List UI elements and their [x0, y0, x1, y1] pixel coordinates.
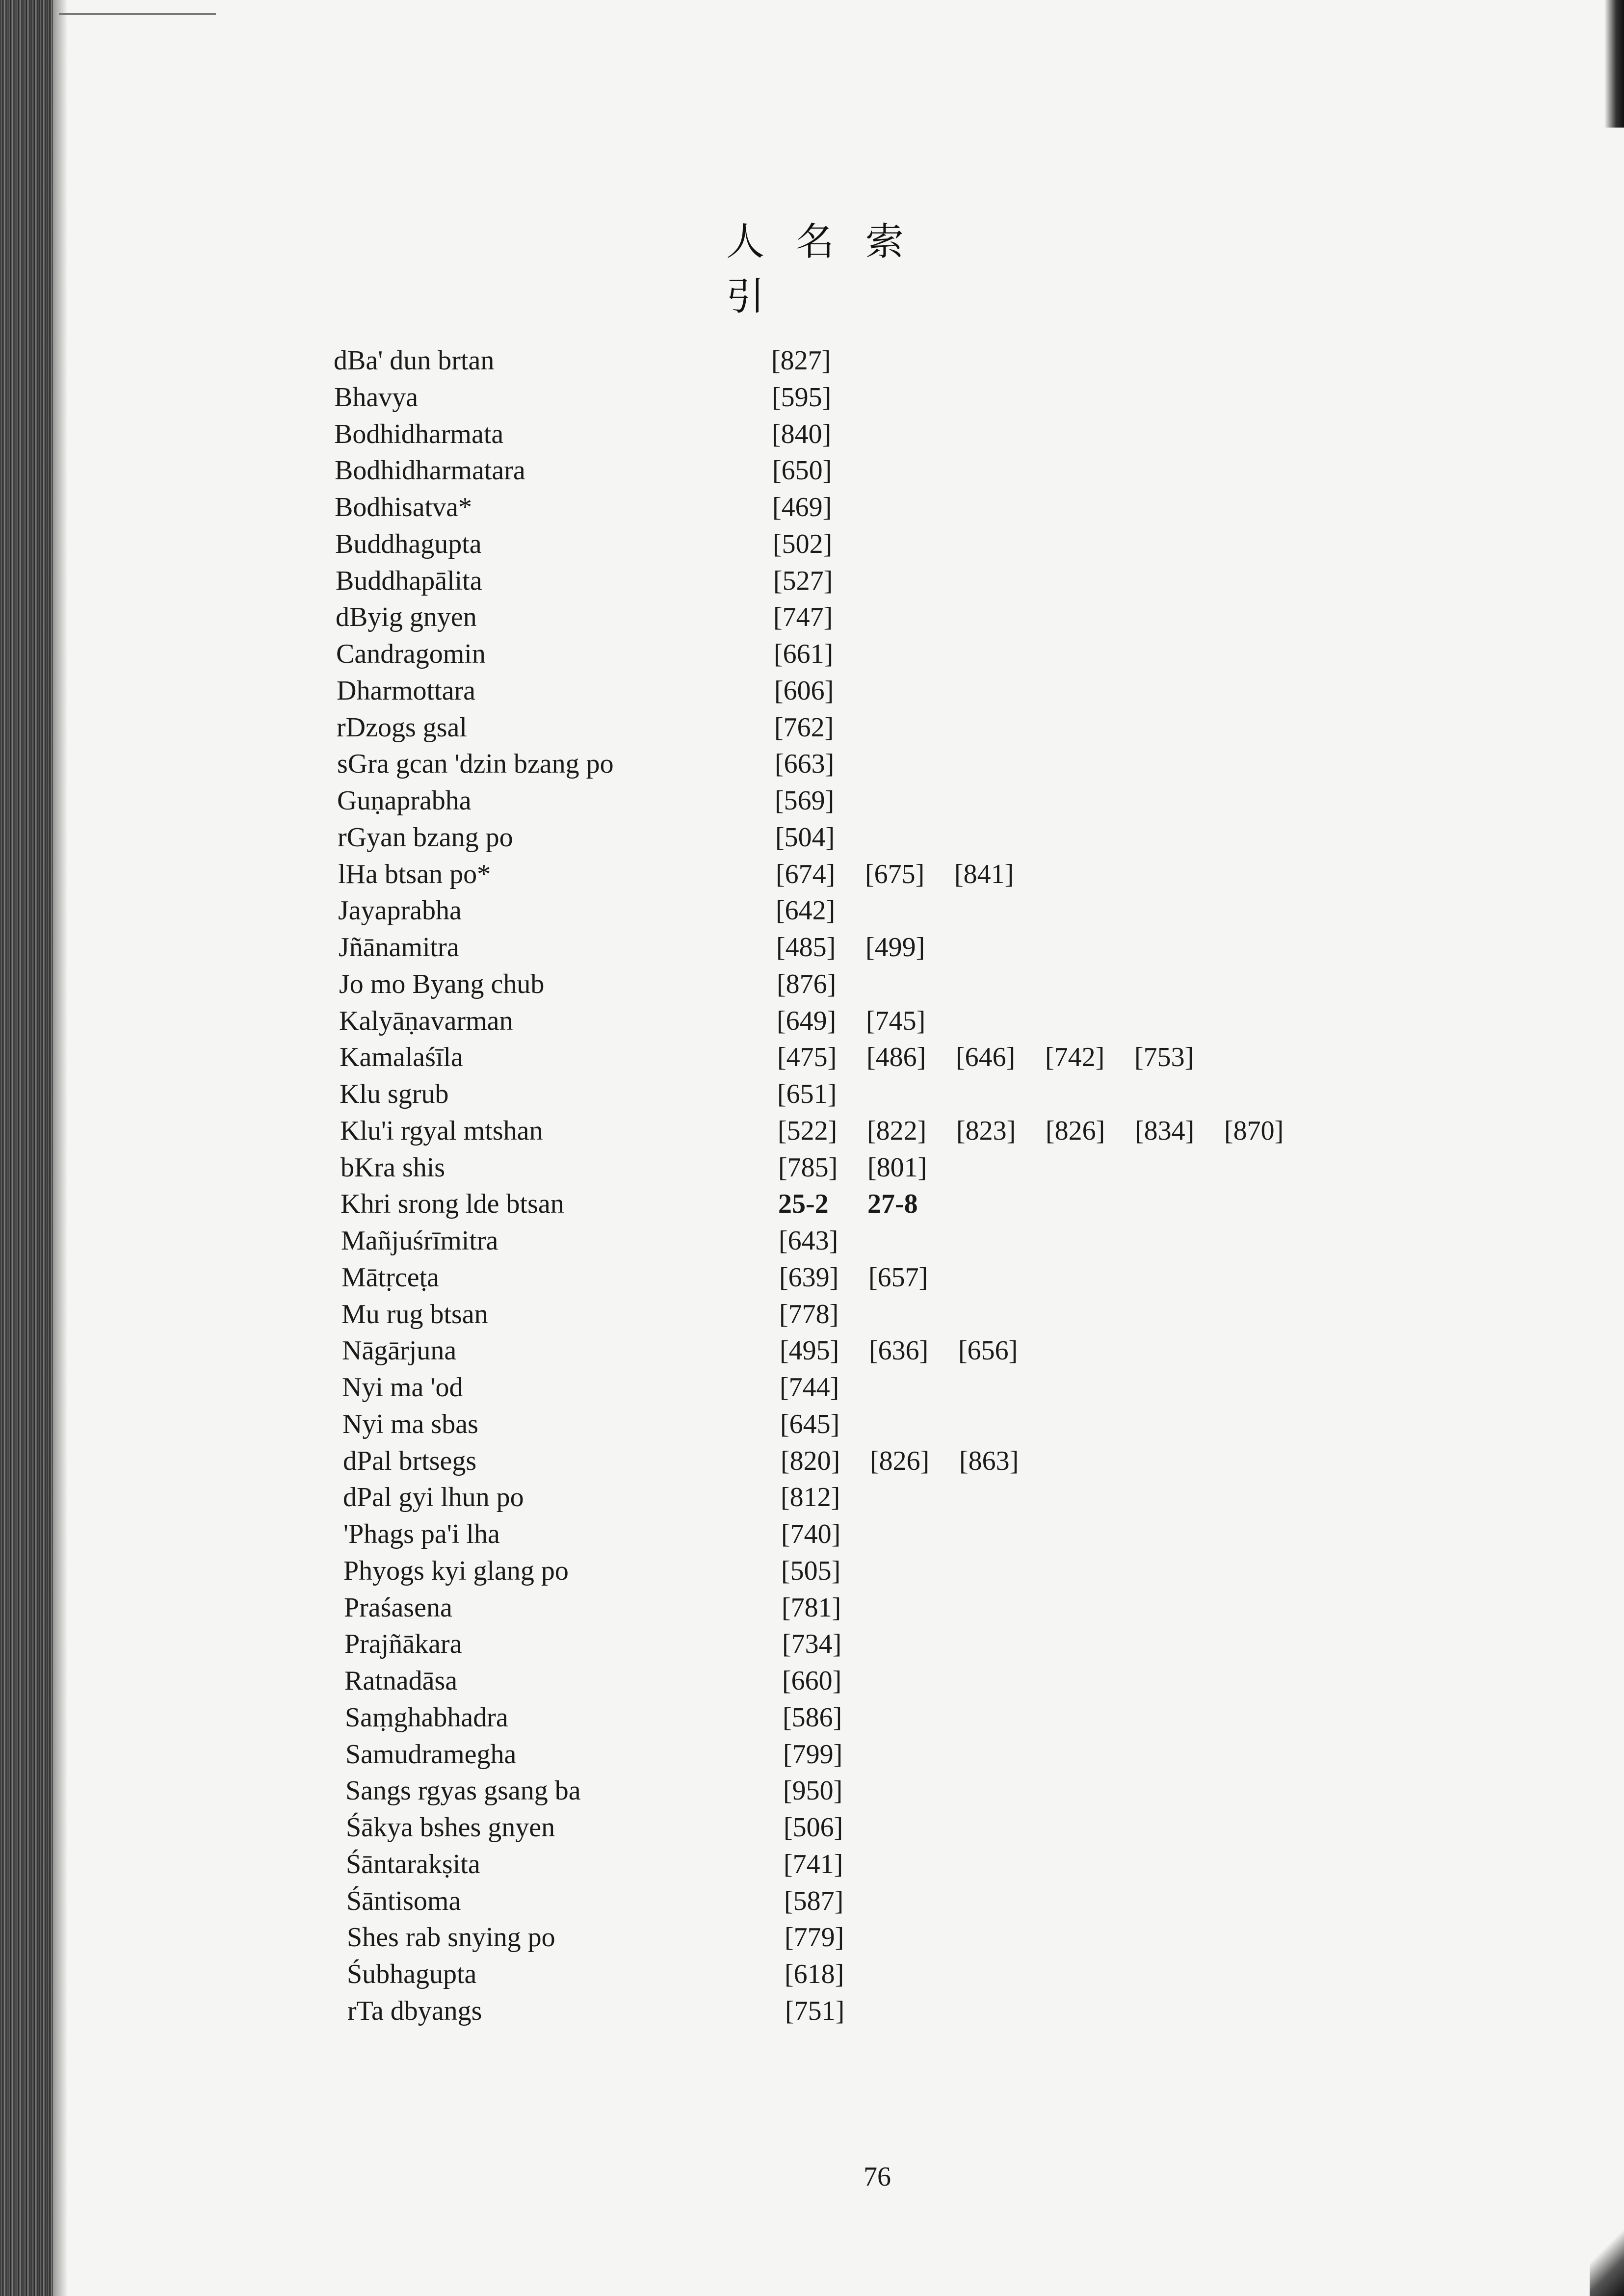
- entry-name: Mātṛceṭa: [341, 1262, 439, 1293]
- entry-name: Jñānamitra: [339, 932, 459, 963]
- entry-reference: [522]: [778, 1116, 838, 1146]
- entry-reference: [827]: [771, 345, 831, 376]
- entry-name: Dharmottara: [337, 676, 475, 706]
- entry-reference: [745]: [866, 1006, 926, 1036]
- entry-name: dPal gyi lhun po: [343, 1482, 524, 1513]
- entry-reference: [569]: [775, 785, 835, 816]
- entry-reference: [822]: [867, 1116, 927, 1146]
- entry-reference: [744]: [780, 1372, 839, 1403]
- entry-name: Nyi ma sbas: [342, 1409, 478, 1439]
- entry-reference: [636]: [869, 1335, 929, 1366]
- entry-name: Nyi ma 'od: [342, 1372, 463, 1403]
- entry-reference: [642]: [776, 895, 836, 926]
- entry-reference: [499]: [865, 932, 925, 963]
- scan-corner-shadow-top: [1604, 0, 1624, 128]
- entry-reference: [826]: [1046, 1116, 1105, 1146]
- entry-reference: [863]: [959, 1446, 1019, 1476]
- entry-name: Guṇaprabha: [337, 785, 471, 816]
- entry-reference: [778]: [779, 1299, 839, 1330]
- entry-reference: [834]: [1135, 1116, 1195, 1146]
- entry-name: Phyogs kyi glang po: [343, 1556, 569, 1586]
- entry-reference: [674]: [776, 859, 836, 889]
- entry-reference: [753]: [1134, 1042, 1194, 1072]
- entry-name: Buddhagupta: [335, 529, 482, 559]
- entry-reference: [650]: [772, 455, 832, 486]
- entry-reference: [741]: [784, 1849, 843, 1879]
- entry-reference: [595]: [772, 382, 832, 413]
- entry-reference: [504]: [775, 822, 835, 853]
- entry-name: Khri srong lde btsan: [341, 1189, 564, 1219]
- binding-edge-shadow: [53, 0, 68, 2296]
- entry-reference: [651]: [777, 1079, 837, 1109]
- entry-name: sGra gcan 'dzin bzang po: [337, 749, 614, 779]
- entry-name: Bodhisatva*: [335, 492, 472, 522]
- page-title: 人名索引: [726, 220, 936, 319]
- entry-reference: [643]: [779, 1226, 838, 1256]
- entry-name: Bhavya: [334, 382, 419, 413]
- entry-name: 'Phags pa'i lha: [343, 1519, 500, 1549]
- entry-name: rTa dbyangs: [347, 1996, 482, 2026]
- entry-reference: [762]: [774, 712, 834, 743]
- entry-reference: [469]: [772, 492, 832, 522]
- entry-reference: [820]: [781, 1446, 840, 1476]
- entry-name: Buddhapālita: [336, 566, 482, 596]
- entry-reference: [660]: [782, 1666, 842, 1696]
- entry-name: Bodhidharmata: [334, 419, 504, 449]
- entry-name: Praśasena: [344, 1592, 452, 1623]
- entry-name: Jayaprabha: [338, 895, 462, 926]
- entry-reference: [870]: [1224, 1116, 1284, 1146]
- entry-name: dPal brtsegs: [343, 1446, 477, 1476]
- entry-name: Shes rab snying po: [347, 1922, 555, 1953]
- entry-reference: [661]: [774, 639, 834, 669]
- entry-name: Mañjuśrīmitra: [341, 1226, 498, 1256]
- entry-reference: [779]: [785, 1922, 844, 1953]
- entry-reference: [801]: [867, 1152, 927, 1183]
- entry-name: bKra shis: [341, 1152, 445, 1183]
- entry-reference: [657]: [868, 1262, 928, 1293]
- entry-reference: [485]: [776, 932, 836, 963]
- entry-name: Kamalaśīla: [340, 1042, 463, 1072]
- entry-reference: [742]: [1045, 1042, 1105, 1072]
- entry-reference: [656]: [958, 1335, 1018, 1366]
- entry-reference: [799]: [783, 1739, 843, 1770]
- entry-name: rGyan bzang po: [338, 822, 513, 853]
- entry-reference: [505]: [781, 1556, 841, 1586]
- entry-reference: [840]: [772, 419, 832, 449]
- entry-reference: [475]: [777, 1042, 837, 1072]
- entry-reference: [751]: [785, 1996, 845, 2026]
- entry-reference: [646]: [956, 1042, 1016, 1072]
- entry-reference: [645]: [780, 1409, 840, 1439]
- entry-name: Bodhidharmatara: [335, 455, 525, 486]
- entry-reference: [826]: [870, 1446, 930, 1476]
- entry-name: Mu rug btsan: [341, 1299, 488, 1330]
- entry-name: dByig gnyen: [336, 602, 477, 632]
- entry-name: Śāntarakṣita: [346, 1849, 480, 1879]
- entry-reference: [586]: [783, 1702, 842, 1733]
- entry-reference: [785]: [778, 1152, 838, 1183]
- entry-reference: [876]: [777, 969, 837, 999]
- entry-reference: [506]: [784, 1812, 843, 1843]
- entry-reference: 25-2: [778, 1189, 829, 1219]
- entry-reference: [527]: [773, 566, 833, 596]
- entry-reference: [675]: [865, 859, 925, 889]
- entry-reference: [950]: [783, 1775, 843, 1806]
- entry-reference: [734]: [782, 1629, 842, 1659]
- page-number: 76: [864, 2162, 891, 2192]
- entry-reference: [486]: [866, 1042, 926, 1072]
- entry-reference: [781]: [782, 1592, 841, 1623]
- entry-reference: [495]: [780, 1335, 839, 1366]
- entry-reference: [639]: [779, 1262, 839, 1293]
- entry-name: Śākya bshes gnyen: [346, 1812, 555, 1843]
- entry-reference: [587]: [784, 1886, 844, 1916]
- entry-name: Ratnadāsa: [344, 1666, 458, 1696]
- entry-name: Kalyāṇavarman: [339, 1006, 513, 1036]
- scan-corner-shadow-bottom: [1590, 2208, 1624, 2296]
- entry-name: Candragomin: [336, 639, 486, 669]
- entry-reference: [606]: [774, 676, 834, 706]
- entry-reference: 27-8: [867, 1189, 918, 1219]
- entry-name: Saṃghabhadra: [345, 1702, 508, 1733]
- entry-name: Śubhagupta: [347, 1959, 477, 1989]
- entry-name: dBa' dun brtan: [334, 345, 495, 376]
- entry-reference: [841]: [954, 859, 1014, 889]
- entry-reference: [823]: [956, 1116, 1016, 1146]
- entry-reference: [663]: [775, 749, 835, 779]
- entry-name: Nāgārjuna: [342, 1335, 457, 1366]
- entry-name: Klu sgrub: [340, 1079, 449, 1109]
- book-binding-shadow: [0, 0, 53, 2296]
- entry-name: Sangs rgyas gsang ba: [345, 1775, 581, 1806]
- entry-name: rDzogs gsal: [337, 712, 467, 743]
- entry-reference: [747]: [773, 602, 833, 632]
- entry-name: Prajñākara: [344, 1629, 462, 1659]
- entry-name: Samudramegha: [345, 1739, 517, 1770]
- entry-reference: [649]: [777, 1006, 837, 1036]
- entry-reference: [502]: [773, 529, 833, 559]
- entry-name: Klu'i rgyal mtshan: [340, 1116, 543, 1146]
- scan-top-rule: [59, 13, 216, 15]
- entry-reference: [812]: [781, 1482, 840, 1513]
- entry-name: Jo mo Byang chub: [339, 969, 545, 999]
- entry-name: lHa btsan po*: [338, 859, 491, 889]
- entry-reference: [740]: [781, 1519, 841, 1549]
- entry-reference: [618]: [785, 1959, 844, 1989]
- entry-name: Śāntisoma: [346, 1886, 461, 1916]
